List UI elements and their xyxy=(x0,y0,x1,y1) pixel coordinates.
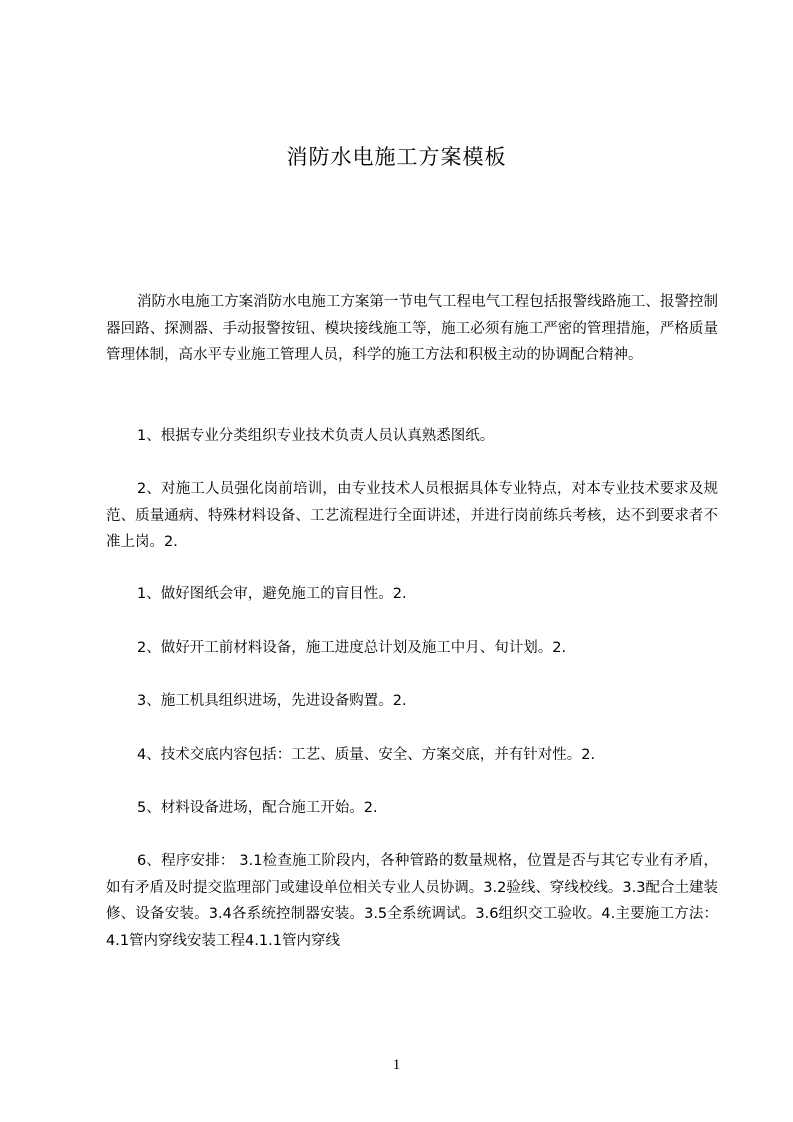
document-title: 消防水电施工方案模板 xyxy=(286,145,507,169)
item-paragraph: 1、做好图纸会审，避免施工的盲目性。2. xyxy=(137,586,407,602)
page-number: 1 xyxy=(392,1057,401,1073)
item-paragraph: 5、材料设备进场，配合施工开始。2. xyxy=(137,800,378,816)
item-paragraph: 1、根据专业分类组织专业技术负责人员认真熟悉图纸。 xyxy=(137,428,495,444)
procedure-paragraph: 6、程序安排： 3.1检查施工阶段内，各种管路的数量规格，位置是否与其它专业有矛盾，如有矛盾及时提交监理部门或建设单位相关专业人员协调。3.2验线、穿线校线。3.3配合土建装修、设备安装。3.4各系统控制器安装。3.5全系统调试。3.6组织交工验收。4.主要施工方法：4.1管内穿线安装工程4.1.1管内穿线 xyxy=(106,853,718,949)
item-paragraph: 4、技术交底内容包括：工艺、质量、安全、方案交底，并有针对性。2. xyxy=(137,747,596,763)
item-paragraph: 3、施工机具组织进场，先进设备购置。2. xyxy=(137,693,407,709)
intro-paragraph: 消防水电施工方案消防水电施工方案第一节电气工程电气工程包括报警线路施工、报警控制器回路、探测器、手动报警按钮、模块接线施工等，施工必须有施工严密的管理措施，严格质量管理体制，高水平专业施工管理人员，科学的施工方法和积极主动的协调配合精神。 xyxy=(106,294,718,363)
item-paragraph: 2、对施工人员强化岗前培训，由专业技术人员根据具体专业特点，对本专业技术要求及规范、质量通病、特殊材料设备、工艺流程进行全面讲述，并进行岗前练兵考核，达不到要求者不准上岗。2. xyxy=(106,481,718,550)
item-paragraph: 2、做好开工前材料设备，施工进度总计划及施工中月、旬计划。2. xyxy=(137,640,567,656)
